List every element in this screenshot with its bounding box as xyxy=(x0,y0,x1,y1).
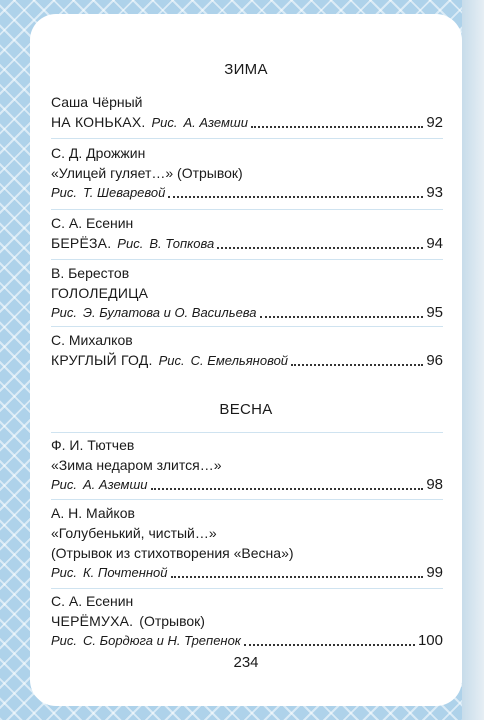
illustrator: Т. Шеваревой xyxy=(83,185,166,200)
poem-title: «Зима недаром злится…» xyxy=(51,457,222,473)
toc-entry[interactable] xyxy=(51,214,443,253)
author: А. Н. Майков xyxy=(51,505,135,521)
poem-title: «Улицей гуляет…» (Отрывок) xyxy=(51,165,243,181)
divider xyxy=(51,588,443,589)
author: Ф. И. Тютчев xyxy=(51,437,135,453)
toc-entry[interactable] xyxy=(51,331,443,370)
author: С. А. Есенин xyxy=(51,593,134,609)
leader-dots xyxy=(251,125,423,128)
poem-subtitle: (Отрывок из стихотворения «Весна») xyxy=(51,545,294,561)
page-ref: 92 xyxy=(426,114,443,131)
poem-title: КРУГЛЫЙ ГОД. xyxy=(51,352,153,368)
illustrator: А. Аземши xyxy=(83,477,148,492)
toc-entry[interactable] xyxy=(51,264,443,322)
page-ref: 96 xyxy=(426,352,443,369)
leader-dots xyxy=(151,487,424,490)
leader-dots xyxy=(244,643,415,646)
poem-title-note: (Отрывок) xyxy=(139,613,205,629)
page-number: 234 xyxy=(233,654,259,671)
poem-title: БЕРЁЗА. xyxy=(51,235,112,251)
illustrator: А. Аземши xyxy=(183,115,248,130)
contents-card xyxy=(30,14,462,706)
illustrator-label: Рис. xyxy=(51,477,78,492)
page-ref: 94 xyxy=(426,235,443,252)
author: С. Михалков xyxy=(51,332,133,348)
leader-dots xyxy=(217,246,423,249)
poem-title: ЧЕРЁМУХА. xyxy=(51,613,134,629)
section-title-winter: ЗИМА xyxy=(224,61,268,78)
illustrator-label: Рис. xyxy=(158,353,185,368)
author: С. Д. Дрожжин xyxy=(51,145,146,161)
leader-dots xyxy=(171,575,424,578)
toc-entry[interactable] xyxy=(51,436,443,494)
illustrator-label: Рис. xyxy=(51,305,78,320)
illustrator: В. Топкова xyxy=(149,236,215,251)
illustrator-label: Рис. xyxy=(151,115,178,130)
page-ref: 98 xyxy=(426,476,443,493)
illustrator: К. Почтенной xyxy=(83,565,168,580)
illustrator: Э. Булатова и О. Васильева xyxy=(83,305,257,320)
page-edge-shadow xyxy=(462,0,484,720)
illustrator: С. Бордюга и Н. Трепенок xyxy=(83,633,241,648)
page-ref: 93 xyxy=(426,184,443,201)
illustrator-label: Рис. xyxy=(117,236,144,251)
page-ref: 99 xyxy=(426,564,443,581)
toc-entry[interactable] xyxy=(51,144,443,202)
page-ref: 100 xyxy=(417,632,443,649)
poem-title: НА КОНЬКАХ. xyxy=(51,114,146,130)
leader-dots xyxy=(291,363,423,366)
leader-dots xyxy=(168,195,423,198)
toc-entry[interactable] xyxy=(51,592,443,650)
divider xyxy=(51,326,443,327)
leader-dots xyxy=(260,315,424,318)
illustrator-label: Рис. xyxy=(51,185,78,200)
section-title-spring: ВЕСНА xyxy=(219,401,273,418)
toc-entry[interactable] xyxy=(51,93,443,132)
illustrator: С. Емельяновой xyxy=(190,353,289,368)
poem-title: «Голубенький, чистый…» xyxy=(51,525,217,541)
divider xyxy=(51,138,443,139)
divider xyxy=(51,209,443,210)
poem-title: ГОЛОЛЕДИЦА xyxy=(51,285,149,301)
author: Саша Чёрный xyxy=(51,94,143,110)
illustrator-label: Рис. xyxy=(51,633,78,648)
toc-entry[interactable] xyxy=(51,504,443,582)
divider xyxy=(51,499,443,500)
page-ref: 95 xyxy=(426,304,443,321)
divider xyxy=(51,259,443,260)
divider xyxy=(51,432,443,433)
illustrator-label: Рис. xyxy=(51,565,78,580)
author: С. А. Есенин xyxy=(51,215,134,231)
author: В. Берестов xyxy=(51,265,130,281)
